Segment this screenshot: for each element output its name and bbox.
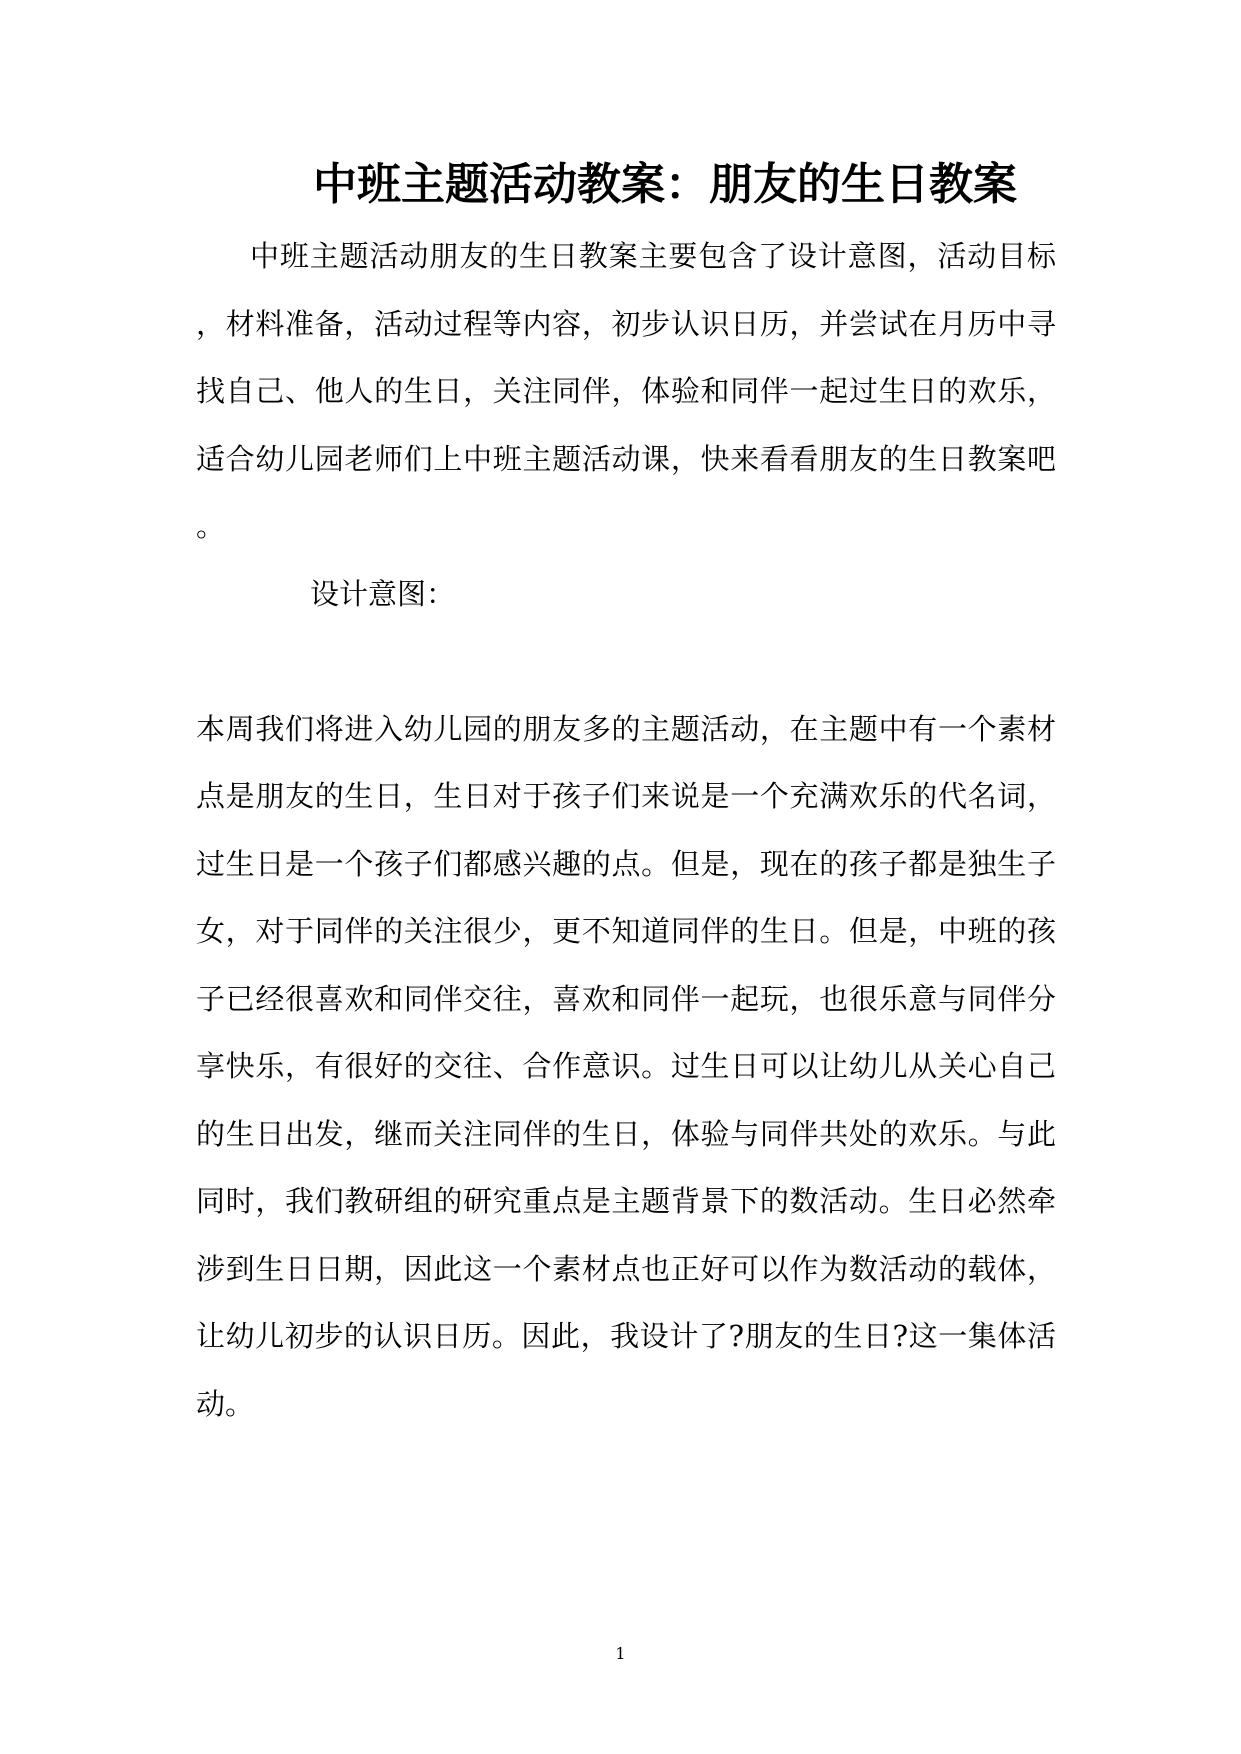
document-title: 中班主题活动教案：朋友的生日教案 [313, 159, 1017, 210]
body-line: 过生日是一个孩子们都感兴趣的点。但是，现在的孩子都是独生子 [196, 847, 1056, 881]
intro-line: 。 [196, 509, 226, 543]
body-line: 动。 [196, 1387, 255, 1421]
intro-line: 适合幼儿园老师们上中班主题活动课，快来看看朋友的生日教案吧 [196, 442, 1056, 476]
intro-line: 中班主题活动朋友的生日教案主要包含了设计意图，活动目标 [250, 239, 1056, 273]
body-line: 让幼儿初步的认识日历。因此，我设计了?朋友的生日?这一集体活 [196, 1319, 1056, 1353]
body-line: 同时，我们教研组的研究重点是主题背景下的数活动。生日必然牵 [196, 1184, 1056, 1218]
section-heading: 设计意图： [310, 577, 456, 611]
body-line: 享快乐，有很好的交往、合作意识。过生日可以让幼儿从关心自己 [196, 1049, 1056, 1083]
body-line: 本周我们将进入幼儿园的朋友多的主题活动，在主题中有一个素材 [196, 712, 1056, 746]
body-line: 女，对于同伴的关注很少，更不知道同伴的生日。但是，中班的孩 [196, 914, 1056, 948]
body-line: 涉到生日日期，因此这一个素材点也正好可以作为数活动的载体， [196, 1252, 1056, 1286]
body-line: 子已经很喜欢和同伴交往，喜欢和同伴一起玩，也很乐意与同伴分 [196, 982, 1056, 1016]
intro-line: ，材料准备，活动过程等内容，初步认识日历，并尝试在月历中寻 [196, 307, 1056, 341]
body-line: 的生日出发，继而关注同伴的生日，体验与同伴共处的欢乐。与此 [196, 1117, 1056, 1151]
page-number: 1 [615, 1644, 626, 1663]
intro-line: 找自己、他人的生日，关注同伴，体验和同伴一起过生日的欢乐， [196, 374, 1056, 408]
body-line: 点是朋友的生日，生日对于孩子们来说是一个充满欢乐的代名词， [196, 779, 1056, 813]
